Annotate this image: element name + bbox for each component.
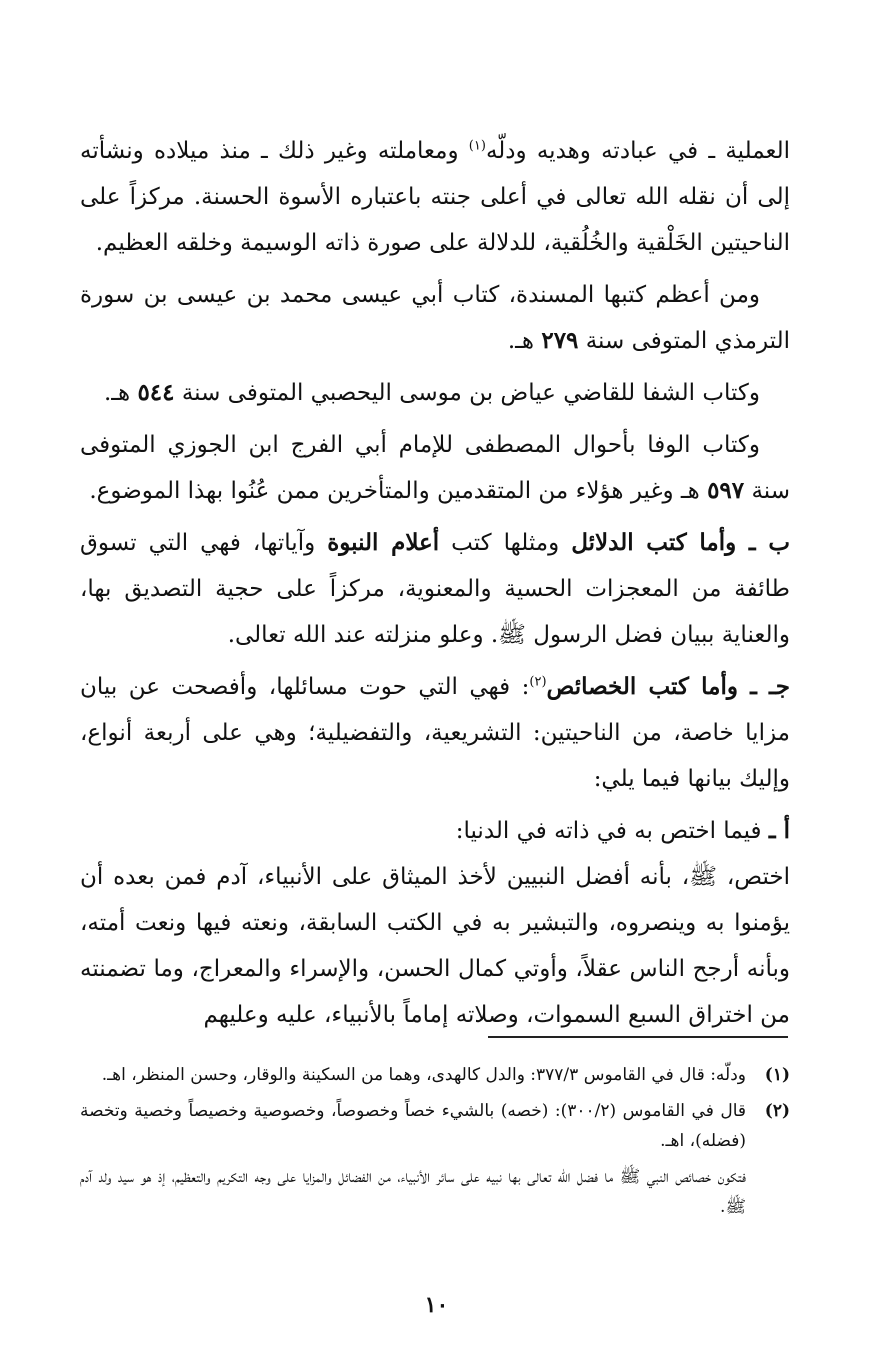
- footnote-2: (٢) قال في القاموس (٣٠٠/٢): (خصه) بالشيء خصاً وخصوصاً، وخصوصية وخصيصاً وخصية وتخصة (فضله)، اهـ.: [80, 1096, 790, 1156]
- footnote-ref-1[interactable]: (١): [468, 138, 486, 154]
- paragraph-5: ب ـ وأما كتب الدلائل ومثلها كتب أعلام النبوة وآياتها، فهي التي تسوق طائفة من المعجزات الحسية والمعنوية، مركزاً على حجية التصديق بها، والعناية ببيان فضل الرسول ﷺ. وعلو منزلته عند الله تعالى.: [80, 529, 790, 648]
- footnotes: [80, 1060, 790, 1222]
- footnote-divider: [488, 1036, 788, 1038]
- footnote-2-continuation: فتكون خصائص النبي ﷺ ما فضل الله تعالى بها نبيه على سائر الأنبياء، من الفضائل والمزايا على وجه التكريم والتعظيم، إذ هو سيد ولد آدم ﷺ.: [80, 1167, 746, 1217]
- main-text: [80, 128, 790, 1044]
- section-label-b: ب ـ وأما كتب الدلائل: [571, 529, 790, 556]
- paragraph-7: اختص، ﷺ، بأنه أفضل النبيين لأخذ الميثاق على الأنبياء، آدم فمن بعده أن يؤمنوا به وينصروه، والتبشير به في الكتب السابقة، ونعته فيها ونعت أمته، وبأنه أرجح الناس عقلاً، وأوتي كمال الحسن، والإسراء والمعراج، وما تضمنته من اختراق السبع السموات، وصلاته إماماً بالأنبياء، عليه وعليهم: [80, 864, 790, 1028]
- paragraph-2: ومن أعظم كتبها المسندة، كتاب أبي عيسى محمد بن عيسى بن سورة الترمذي المتوفى سنة ٢٧٩ هـ.: [80, 282, 790, 354]
- section-label-jim: جـ ـ وأما كتب الخصائص: [546, 673, 790, 700]
- footnote-mark-1: (١): [764, 1065, 790, 1085]
- page-number: ١٠: [424, 1292, 449, 1318]
- paragraph-1: العملية ـ في عبادته وهديه ودلّه$^{(١)}$ ومعاملته وغير ذلك ـ منذ ميلاده ونشأته إلى أن نقله الله تعالى في أعلى جنته باعتباره الأسوة الحسنة. مركزاً على الناحيتين الخَلْقية والخُلُقية، للدلالة على صورة ذاته الوسيمة وخلقه العظيم.: [80, 138, 790, 256]
- subsection-heading: أ ـ فيما اختص به في ذاته في الدنيا:: [455, 817, 790, 844]
- section-label-alam: أعلام النبوة: [327, 529, 440, 556]
- footnote-mark-2: (٢): [764, 1101, 790, 1121]
- paragraph-3: وكتاب الشفا للقاضي عياض بن موسى اليحصبي المتوفى سنة ٥٤٤ هـ.: [103, 379, 760, 406]
- paragraph-6: جـ ـ وأما كتب الخصائص$^{(٢)}$: فهي التي حوت مسائلها، وأفصحت عن بيان مزايا خاصة، من الناحيتين: التشريعية، والتفضيلية؛ وهي على أربعة أنواع، وإليك بيانها فيما يلي:: [80, 673, 790, 792]
- footnote-1: (١) ودلّه: قال في القاموس ٣٧٧/٣: والدل كالهدى، وهما من السكينة والوقار، وحسن المنظر، اهـ.: [80, 1060, 790, 1090]
- paragraph-4: وكتاب الوفا بأحوال المصطفى للإمام أبي الفرج ابن الجوزي المتوفى سنة ٥٩٧ هـ وغير هؤلاء من المتقدمين والمتأخرين ممن عُنُوا بهذا الموضوع.: [80, 432, 790, 504]
- footnote-ref-2[interactable]: (٢): [529, 674, 547, 690]
